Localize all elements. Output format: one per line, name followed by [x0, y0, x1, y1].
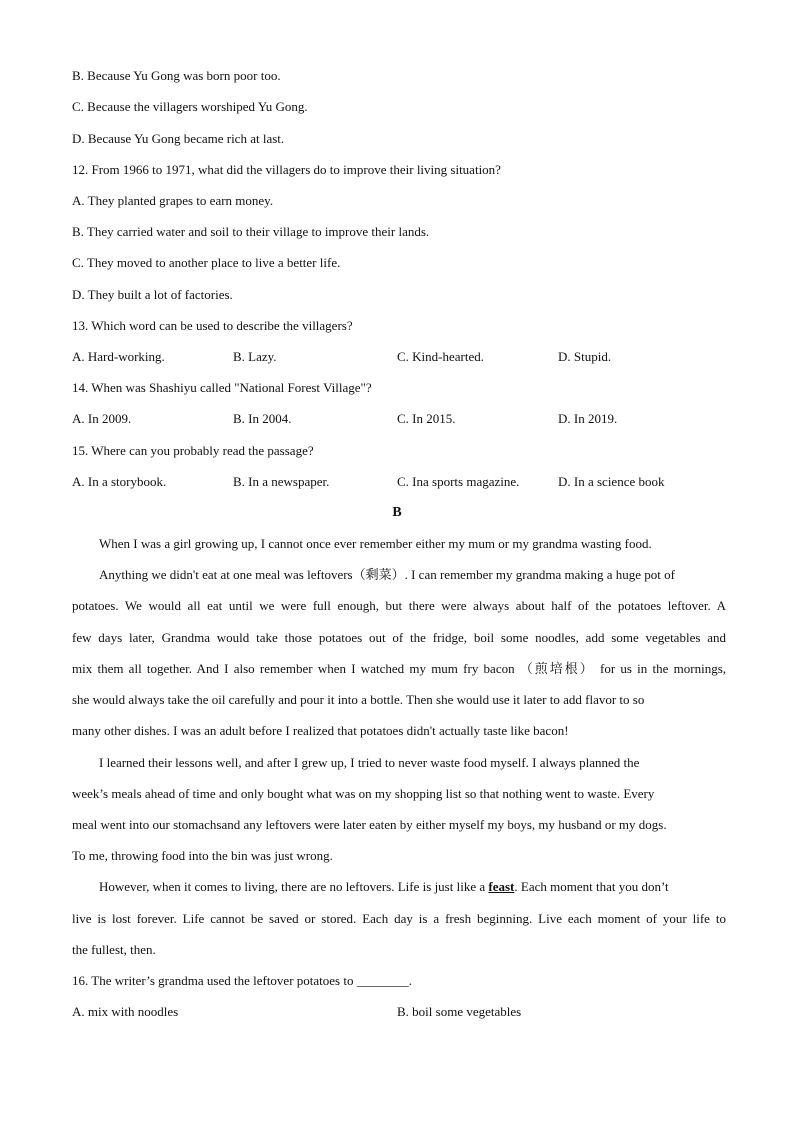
- q11-option-d: D. Because Yu Gong became rich at last.: [72, 131, 285, 146]
- passage-p2-line-2: potatoes. We would all eat until we were full enough, but there were always about half of the potatoes leftover. A: [72, 598, 726, 613]
- q13-option-a: A. Hard-working.: [72, 349, 165, 364]
- q16-option-a: A. mix with noodles: [72, 1004, 179, 1019]
- q14-option-b: B. In 2004.: [233, 411, 292, 426]
- passage-p2-line-5: she would always take the oil carefully and pour it into a bottle. Then she would use it later to add flavor to so: [72, 692, 645, 707]
- q15-question: 15. Where can you probably read the passage?: [72, 443, 314, 458]
- passage-p4-text-before: However, when it comes to living, there are no leftovers. Life is just like a: [99, 879, 489, 894]
- feast-keyword: feast: [488, 879, 515, 894]
- passage-p3-line-2: week’s meals ahead of time and only bought what was on my shopping list so that nothing went to waste. Every: [72, 786, 655, 801]
- q14-option-d: D. In 2019.: [558, 411, 618, 426]
- q13-option-d: D. Stupid.: [558, 349, 612, 364]
- q12-question: 12. From 1966 to 1971, what did the villagers do to improve their living situation?: [72, 162, 501, 177]
- q15-option-b: B. In a newspaper.: [233, 474, 330, 489]
- q16-option-b: B. boil some vegetables: [397, 1004, 522, 1019]
- passage-p4-text-after: . Each moment that you don’t: [514, 879, 669, 894]
- passage-p4-line-3: the fullest, then.: [72, 942, 156, 957]
- passage-p4-line-2: live is lost forever. Life cannot be saved or stored. Each day is a fresh beginning. Live each moment of your life to: [72, 911, 726, 926]
- passage-p2-line-3: few days later, Grandma would take those potatoes out of the fridge, boil some noodles, add some vegetables and: [72, 630, 726, 645]
- passage-p2-line-1: Anything we didn't eat at one meal was leftovers（剩菜）. I can remember my grandma making a huge pot of: [99, 567, 675, 582]
- q15-option-c: C. Ina sports magazine.: [397, 474, 520, 489]
- passage-p3-line-4: To me, throwing food into the bin was just wrong.: [72, 848, 333, 863]
- q12-option-d: D. They built a lot of factories.: [72, 287, 233, 302]
- passage-paragraph-1: When I was a girl growing up, I cannot once ever remember either my mum or my grandma wasting food.: [99, 536, 652, 551]
- q12-option-b: B. They carried water and soil to their village to improve their lands.: [72, 224, 430, 239]
- q13-question: 13. Which word can be used to describe the villagers?: [72, 318, 353, 333]
- passage-p2-line-4: mix them all together. And I also remember when I watched my mum fry bacon （煎培根） for us in the mornings,: [72, 661, 726, 676]
- passage-p3-line-3: meal went into our stomachsand any leftovers were later eaten by either myself my boys, my husband or my dogs.: [72, 817, 667, 832]
- passage-p2-line-6: many other dishes. I was an adult before I realized that potatoes didn't actually taste like bacon!: [72, 723, 569, 738]
- q14-option-c: C. In 2015.: [397, 411, 456, 426]
- q16-question: 16. The writer’s grandma used the leftover potatoes to ________.: [72, 973, 412, 988]
- q14-option-a: A. In 2009.: [72, 411, 132, 426]
- passage-p3-line-1: I learned their lessons well, and after I grew up, I tried to never waste food myself. I always planned the: [99, 755, 640, 770]
- q15-option-a: A. In a storybook.: [72, 474, 167, 489]
- q11-option-c: C. Because the villagers worshiped Yu Gong.: [72, 99, 308, 114]
- passage-p4-line-1: [99, 879, 669, 895]
- q13-option-b: B. Lazy.: [233, 349, 277, 364]
- q12-option-a: A. They planted grapes to earn money.: [72, 193, 274, 208]
- q13-option-c: C. Kind-hearted.: [397, 349, 485, 364]
- q12-option-c: C. They moved to another place to live a better life.: [72, 255, 341, 270]
- section-heading: B: [392, 505, 402, 520]
- q14-question: 14. When was Shashiyu called "National Forest Village"?: [72, 380, 372, 395]
- q15-option-d: D. In a science book: [558, 474, 665, 489]
- q11-option-b: B. Because Yu Gong was born poor too.: [72, 68, 281, 83]
